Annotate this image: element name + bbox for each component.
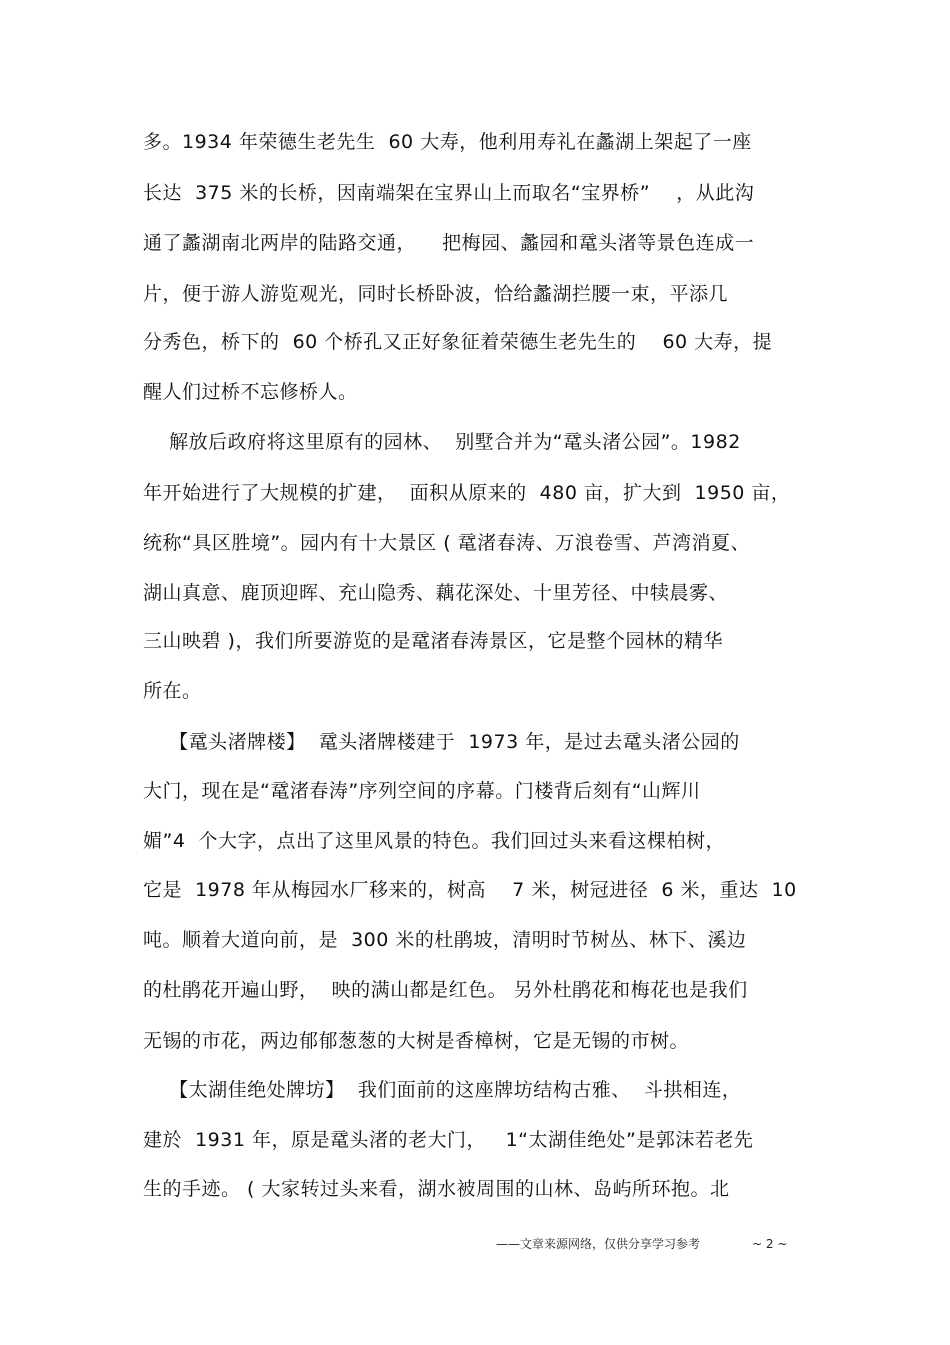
body-line: 吨。顺着大道向前，是 300 米的杜鹃坡，清明时节树丛、林下、溪边: [143, 929, 747, 951]
body-line: 湖山真意、鹿顶迎晖、充山隐秀、藕花深处、十里芳径、中犊晨雾、: [143, 582, 729, 604]
body-line: 解放后政府将这里原有的园林、 别墅合并为“鼋头渚公园”。1982: [143, 431, 741, 453]
body-line: 无锡的市花，两边郁郁葱葱的大树是香樟树，它是无锡的市树。: [143, 1030, 690, 1052]
body-line: 【鼋头渚牌楼】 鼋头渚牌楼建于 1973 年，是过去鼋头渚公园的: [143, 731, 740, 753]
body-line: 统称“具区胜境”。园内有十大景区 ( 鼋渚春涛、万浪卷雪、芦湾消夏、: [143, 532, 751, 554]
body-line: 大门，现在是“鼋渚春涛”序列空间的序幕。门楼背后刻有“山辉川: [143, 780, 701, 802]
body-line: 生的手迹。 ( 大家转过头来看，湖水被周围的山林、岛屿所环抱。北: [143, 1178, 730, 1200]
body-line: 多。1934 年荣德生老先生 60 大寿，他利用寿礼在蠡湖上架起了一座: [143, 131, 752, 153]
body-line: 醒人们过桥不忘修桥人。: [143, 381, 358, 403]
footer-source-note: ——文章来源网络，仅供分享学习参考: [496, 1237, 701, 1251]
body-line: 建於 1931 年，原是鼋头渚的老大门， 1“太湖佳绝处”是郭沫若老先: [143, 1129, 754, 1151]
page-number: ~ 2 ~: [752, 1237, 788, 1251]
body-line: 片，便于游人游览观光，同时长桥卧波，恰给蠡湖拦腰一束，平添几: [143, 283, 729, 305]
body-line: 的杜鹃花开遍山野， 映的满山都是红色。 另外杜鹃花和梅花也是我们: [143, 979, 748, 1001]
body-line: 【太湖佳绝处牌坊】 我们面前的这座牌坊结构古雅、 斗拱相连，: [143, 1079, 742, 1101]
body-line: 三山映碧 )，我们所要游览的是鼋渚春涛景区，它是整个园林的精华: [143, 630, 723, 652]
body-line: 它是 1978 年从梅园水厂移来的，树高 7 米，树冠进径 6 米，重达 10: [143, 879, 797, 901]
body-line: 媚”4 个大字，点出了这里风景的特色。我们回过头来看这棵柏树，: [143, 830, 726, 852]
body-line: 长达 375 米的长桥，因南端架在宝界山上而取名“宝界桥” ，从此沟: [143, 182, 755, 204]
body-line: 分秀色，桥下的 60 个桥孔又正好象征着荣德生老先生的 60 大寿，提: [143, 331, 773, 353]
body-line: 所在。: [143, 680, 202, 702]
body-line: 通了蠡湖南北两岸的陆路交通， 把梅园、蠡园和鼋头渚等景色连成一: [143, 232, 755, 254]
body-line: 年开始进行了大规模的扩建， 面积从原来的 480 亩，扩大到 1950 亩，: [143, 482, 791, 504]
